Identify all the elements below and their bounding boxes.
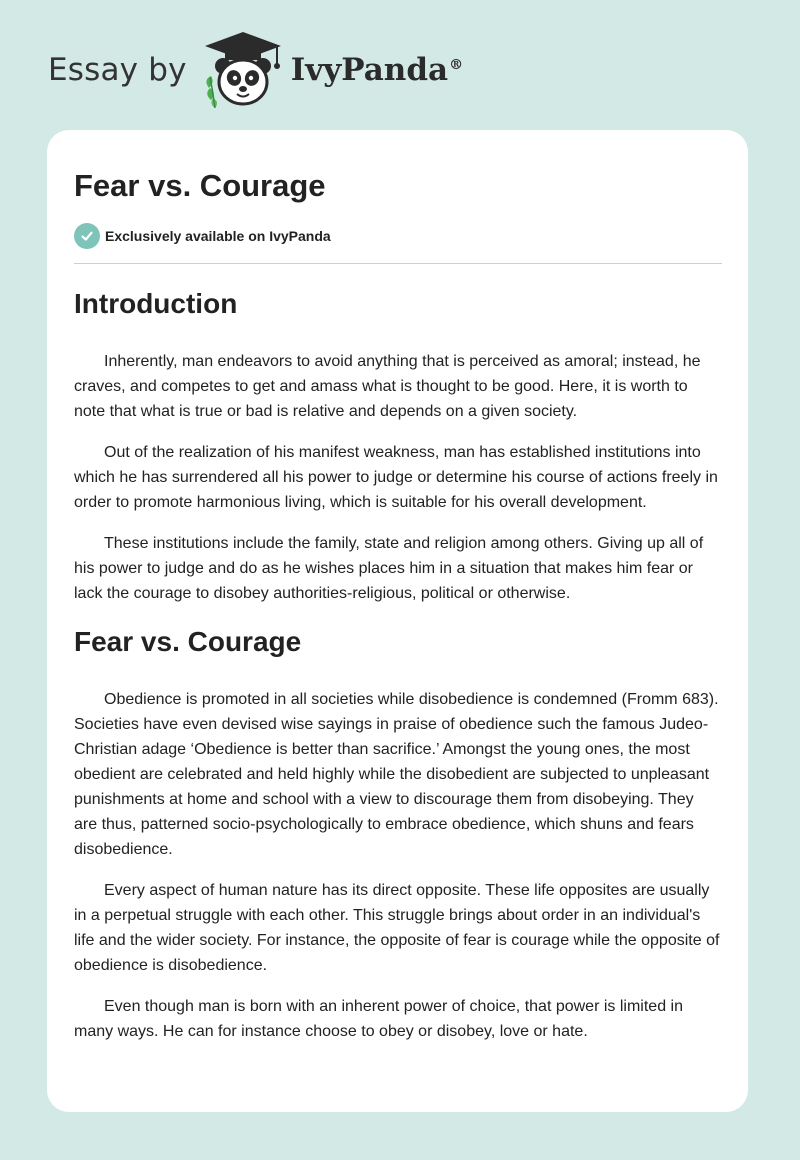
exclusive-badge-text: Exclusively available on IvyPanda: [105, 228, 331, 244]
registered-mark: ®: [449, 56, 464, 73]
essay-card: [47, 130, 748, 1112]
exclusive-badge: [74, 223, 721, 249]
section-heading: Fear vs. Courage: [74, 626, 302, 657]
title-divider: [74, 263, 722, 264]
paragraph: These institutions include the family, state and religion among others. Giving up all of his power to judge and do as he wishes places him in a situation that makes him fear or lack the courage to disobey authorities-religious, political or otherwise.: [74, 535, 704, 602]
paragraph: Even though man is born with an inherent power of choice, that power is limited in many ways. He can for instance choose to obey or disobey, love or hate.: [74, 998, 683, 1040]
paragraph: Every aspect of human nature has its direct opposite. These life opposites are usually in a perpetual struggle with each other. This struggle brings about order in an individual's life and the wider society. For instance, the opposite of fear is courage while the opposite of obedience is disobedience.: [74, 882, 720, 974]
section-introduction: [74, 286, 721, 606]
essay-by-label: Essay by: [48, 52, 187, 88]
brand-text: IvyPanda: [290, 52, 449, 88]
graduation-panda-logo-icon[interactable]: [201, 30, 285, 110]
section-fear-vs-courage: [74, 624, 721, 1044]
check-icon: [74, 223, 100, 249]
essay-title: Fear vs. Courage: [74, 168, 326, 203]
section-heading: Introduction: [74, 288, 238, 319]
site-header: [48, 30, 463, 110]
paragraph: Out of the realization of his manifest weakness, man has established institutions into which he has surrendered all his power to judge or determine his course of actions freely in order to promote harmonious living, which is suitable for his overall development.: [74, 444, 718, 511]
brand-name[interactable]: [291, 52, 463, 88]
paragraph: Inherently, man endeavors to avoid anything that is perceived as amoral; instead, he craves, and competes to get and amass what is thought to be good. Here, it is worth to note that what is true or bad is relative and depends on a given society.: [74, 353, 701, 420]
paragraph: Obedience is promoted in all societies while disobedience is condemned (Fromm 683). Societies have even devised wise sayings in praise of obedience such the famous Judeo-Christian adage ‘Obedience is better than sacrifice.’ Amongst the young ones, the most obedient are celebrated and held highly while the disobedient are subjected to unpleasant punishments at home and school with a view to discourage them from disobeying. They are thus, patterned socio-psychologically to embrace obedience, which shuns and fears disobedience.: [74, 691, 719, 858]
